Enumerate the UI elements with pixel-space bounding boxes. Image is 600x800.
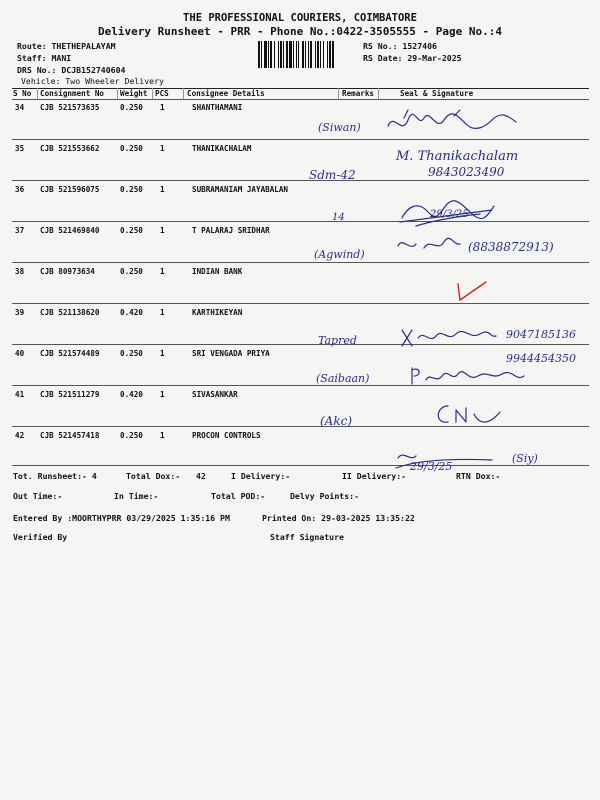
- signature-scribble: [398, 322, 498, 356]
- row-consignment: CJB 521573635: [40, 103, 100, 112]
- printed-on: Printed On: 29-03-2025 13:35:22: [262, 513, 415, 523]
- staff-label: Staff: MANI: [17, 53, 72, 63]
- company-title: THE PROFESSIONAL COURIERS, COIMBATORE: [183, 12, 417, 24]
- row-consignee: T PALARAJ SRIDHAR: [192, 226, 270, 235]
- row-rule: [12, 303, 589, 304]
- col-consignee: Consignee Details: [187, 89, 265, 98]
- out-time: Out Time:-: [13, 491, 63, 501]
- col-sep: [338, 88, 339, 99]
- handwritten-phone: 9944454350: [506, 352, 576, 365]
- row-rule: [12, 221, 589, 222]
- rs-number: RS No.: 1527406: [363, 41, 437, 51]
- row-consignment: CJB 521596075: [40, 185, 100, 194]
- col-sep: [37, 88, 38, 99]
- row-weight: 0.250: [120, 226, 143, 235]
- row-weight: 0.420: [120, 308, 143, 317]
- row-pcs: 1: [160, 185, 165, 194]
- col-sep: [152, 88, 153, 99]
- row-sno: 39: [15, 308, 25, 317]
- col-seal-signature: Seal & Signature: [400, 89, 474, 98]
- ii-delivery: II Delivery:-: [342, 471, 407, 481]
- runsheet-subtitle: Delivery Runsheet - PRR - Phone No.:0422-3505555 - Page No.:4: [98, 25, 502, 38]
- handwritten-date: 29/3/25: [410, 460, 453, 473]
- row-consignee: PROCON CONTROLS: [192, 431, 261, 440]
- row-pcs: 1: [160, 431, 165, 440]
- tot-runsheet: Tot. Runsheet:- 4: [13, 471, 97, 481]
- row-rule: [12, 465, 589, 466]
- row-weight: 0.250: [120, 431, 143, 440]
- handwritten-phone: 9843023490: [428, 165, 505, 179]
- handwritten-phone: 9047185136: [506, 328, 576, 341]
- row-rule: [12, 344, 589, 345]
- row-pcs: 1: [160, 349, 165, 358]
- row-pcs: 1: [160, 144, 165, 153]
- barcode-icon: [258, 41, 358, 68]
- row-consignment: CJB 521457418: [40, 431, 100, 440]
- row-consignment: CJB 521553662: [40, 144, 100, 153]
- i-delivery: I Delivery:-: [231, 471, 291, 481]
- header-rule-bottom: [12, 99, 589, 100]
- row-consignment: CJB 80973634: [40, 267, 95, 276]
- row-pcs: 1: [160, 267, 165, 276]
- vehicle-label: Vehicle: Two Wheeler Delivery: [21, 76, 164, 86]
- rs-date: RS Date: 29-Mar-2025: [363, 53, 462, 63]
- row-pcs: 1: [160, 390, 165, 399]
- handwritten-remark: (Saibaan): [316, 372, 370, 385]
- row-consignee: KARTHIKEYAN: [192, 308, 243, 317]
- row-consignee: THANIKACHALAM: [192, 144, 252, 153]
- handwritten-remark: (Agwind): [314, 248, 365, 261]
- handwritten-date: 29/3/25: [430, 209, 469, 220]
- signature-scribble: [430, 400, 510, 434]
- row-sno: 38: [15, 267, 25, 276]
- row-weight: 0.250: [120, 349, 143, 358]
- col-sno: S No: [13, 89, 32, 98]
- row-sno: 36: [15, 185, 25, 194]
- row-rule: [12, 180, 589, 181]
- row-consignee: INDIAN BANK: [192, 267, 243, 276]
- col-sep: [117, 88, 118, 99]
- row-pcs: 1: [160, 308, 165, 317]
- row-consignee: SRI VENGADA PRIYA: [192, 349, 270, 358]
- staff-signature-label: Staff Signature: [270, 532, 344, 542]
- handwritten-remark: Sdm-42: [309, 168, 356, 182]
- row-sno: 34: [15, 103, 25, 112]
- col-consignment: Consignment No: [40, 89, 105, 98]
- row-sno: 42: [15, 431, 25, 440]
- handwritten-phone: (8838872913): [468, 240, 554, 254]
- row-weight: 0.250: [120, 103, 143, 112]
- handwritten-remark: Tapred: [318, 334, 357, 347]
- rtn-dox: RTN Dox:-: [456, 471, 501, 481]
- row-sno: 35: [15, 144, 25, 153]
- route-label: Route: THETHEPALAYAM: [17, 41, 116, 51]
- row-consignee: SUBRAMANIAM JAYABALAN: [192, 185, 289, 194]
- handwritten-mark: 14: [332, 212, 345, 223]
- row-consignee: SHANTHAMANI: [192, 103, 243, 112]
- row-consignee: SIVASANKAR: [192, 390, 238, 399]
- col-remarks: Remarks: [342, 89, 375, 98]
- row-weight: 0.250: [120, 185, 143, 194]
- total-pod: Total POD:-: [211, 491, 266, 501]
- total-dox-value: 42: [196, 471, 206, 481]
- row-weight: 0.250: [120, 144, 143, 153]
- row-consignment: CJB 521469840: [40, 226, 100, 235]
- row-weight: 0.420: [120, 390, 143, 399]
- row-sno: 40: [15, 349, 25, 358]
- row-sno: 41: [15, 390, 25, 399]
- handwritten-remark: (Akc): [320, 414, 353, 428]
- total-dox-label: Total Dox:-: [126, 471, 181, 481]
- drs-number: DRS No.: DCJB152740604: [17, 65, 126, 75]
- handwritten-signature: M. Thanikachalam: [396, 149, 519, 164]
- row-pcs: 1: [160, 226, 165, 235]
- handwritten-remark: (Siwan): [318, 121, 361, 134]
- col-weight: Weight: [120, 89, 148, 98]
- col-sep: [183, 88, 184, 99]
- row-rule: [12, 262, 589, 263]
- signature-scribble: [384, 108, 524, 142]
- col-sep: [378, 88, 379, 99]
- in-time: In Time:-: [114, 491, 159, 501]
- handwritten-remark: (Siy): [512, 452, 538, 465]
- row-consignment: CJB 521511279: [40, 390, 100, 399]
- delvy-points: Delvy Points:-: [290, 491, 360, 501]
- row-consignment: CJB 521138620: [40, 308, 100, 317]
- row-pcs: 1: [160, 103, 165, 112]
- row-consignment: CJB 521574489: [40, 349, 100, 358]
- col-pcs: PCS: [155, 89, 169, 98]
- row-sno: 37: [15, 226, 25, 235]
- verified-by: Verified By: [13, 532, 68, 542]
- checkmark-icon: [452, 278, 492, 312]
- row-weight: 0.250: [120, 267, 143, 276]
- signature-scribble: [408, 362, 528, 394]
- entered-by: Entered By :MOORTHYPRR 03/29/2025 1:35:16 PM: [13, 513, 230, 523]
- signature-scribble: [394, 232, 464, 260]
